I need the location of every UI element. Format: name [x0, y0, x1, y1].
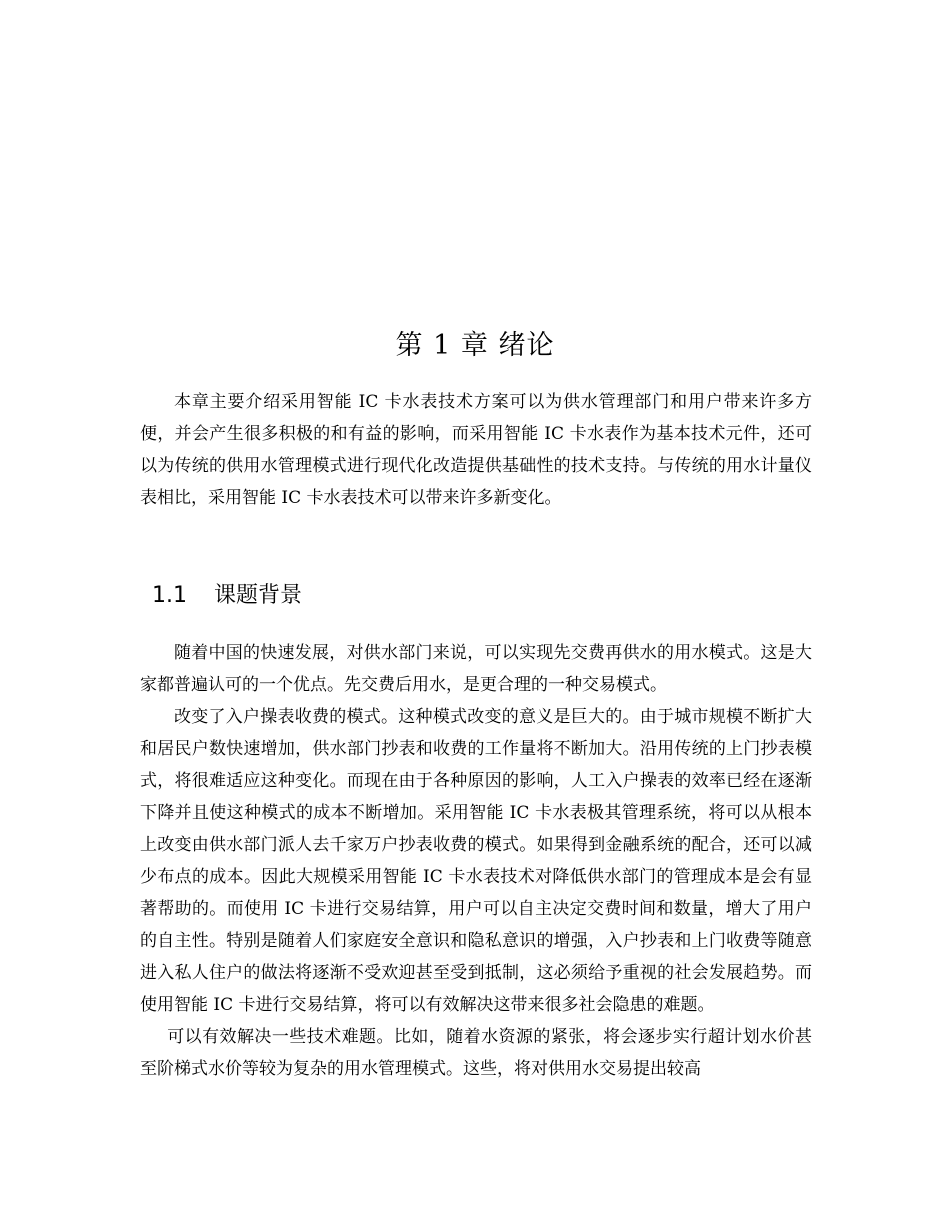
section-paragraph: 随着中国的快速发展，对供水部门来说，可以实现先交费再供水的用水模式。这是大家都普遍认可的一个优点。先交费后用水，是更合理的一种交易模式。 — [140, 643, 812, 695]
chapter-intro — [140, 386, 812, 514]
section-heading — [152, 579, 302, 613]
intro-paragraph: 本章主要介绍采用智能 IC 卡水表技术方案可以为供水管理部门和用户带来许多方便，并会产生很多积极的和有益的影响，而采用智能 IC 卡水表作为基本技术元件，还可以为传统的供用水管理模式进行现代化改造提供基础性的技术支持。与传统的用水计量仪表相比，采用智能 IC 卡水表技术可以带来许多新变化。 — [140, 392, 812, 508]
section-title: 课题背景 — [214, 583, 303, 608]
section-body — [140, 637, 812, 1085]
chapter-title: 第 1 章 绪论 — [395, 330, 555, 361]
section-paragraph: 可以有效解决一些技术难题。比如，随着水资源的紧张，将会逐步实行超计划水价甚至阶梯式水价等较为复杂的用水管理模式。这些，将对供用水交易提出较高 — [140, 1027, 812, 1079]
section-number: 1.1 — [152, 583, 187, 608]
section-paragraph: 改变了入户操表收费的模式。这种模式改变的意义是巨大的。由于城市规模不断扩大和居民户数快速增加，供水部门抄表和收费的工作量将不断加大。沿用传统的上门抄表模式，将很难适应这种变化。而现在由于各种原因的影响，人工入户操表的效率已经在逐渐下降并且使这种模式的成本不断增加。采用智能 IC 卡水表极其管理系统，将可以从根本上改变由供水部门派人去千家万户抄表收费的模式。如果得到金融系统的配合，还可以减少布点的成本。因此大规模采用智能 IC 卡水表技术对降低供水部门的管理成本是会有显著帮助的。而使用 IC 卡进行交易结算，用户可以自主决定交费时间和数量，增大了用户的自主性。特别是随着人们家庭安全意识和隐私意识的增强，入户抄表和上门收费等随意进入私人住户的做法将逐渐不受欢迎甚至受到抵制，这必须给予重视的社会发展趋势。而使用智能 IC 卡进行交易结算，将可以有效解决这带来很多社会隐患的难题。 — [140, 707, 812, 1015]
